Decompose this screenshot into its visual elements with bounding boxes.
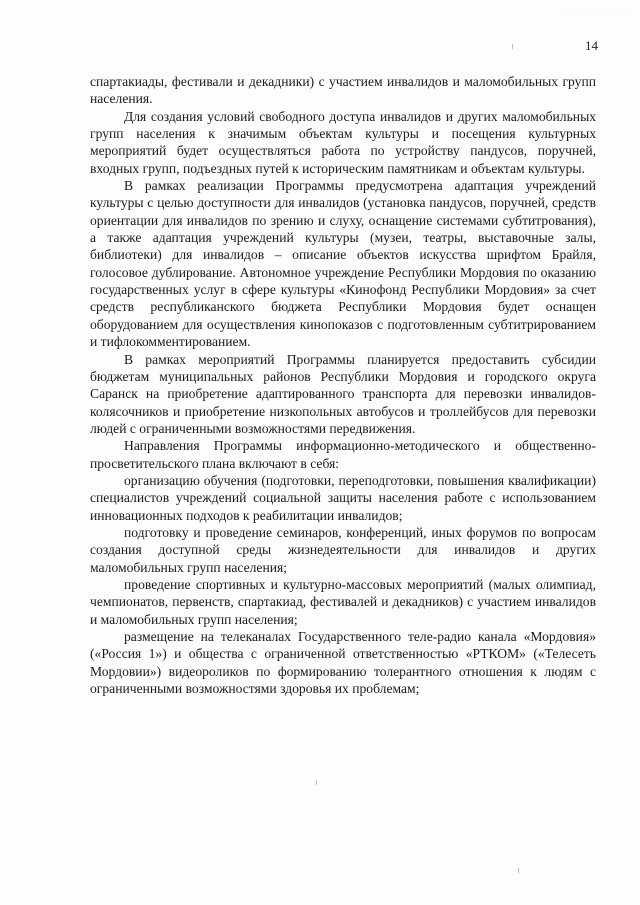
scan-speck — [512, 44, 513, 49]
paragraph-transport-subsidies: В рамках мероприятий Программы планируется предоставить субсидии бюджетам муниципальных районов Республики Мордовия и городского округа Саранск на приобретение адаптированного транспорта для перевозки инвалидов-колясочников и приобретение низкопольных автобусов и троллейбусов для перевозки людей с ограниченными возможностями передвижения. — [90, 351, 596, 436]
page-number: 14 — [585, 38, 598, 53]
scan-speck — [518, 868, 519, 873]
body-text — [90, 73, 596, 697]
paragraph-continuation: спартакиады, фестивали и декадники) с участием инвалидов и маломобильных групп населения. — [90, 74, 596, 107]
paragraph-access-culture: Для создания условий свободного доступа инвалидов и других маломобильных групп населения к значимым объектам культуры и посещения культурных мероприятий будет осуществляться работа по устройству пандусов, поручней, входных групп, подъездных путей к историческим памятникам и объектам культуры. — [90, 108, 596, 176]
list-item-tv-videos: размещение на телеканалах Государственного теле-радио канала «Мордовия» («Россия 1») и общества с ограниченной ответственностью «РТКОМ» («Телесеть Мордовии») видеороликов по формированию толерантного отношения к людям с ограниченными возможностями здоровья их проблемам; — [90, 629, 596, 697]
paragraph-program-directions: Направления Программы информационно-методического и общественно-просветительского плана включают в себя: — [90, 438, 596, 471]
list-item-sports-events: проведение спортивных и культурно-массовых мероприятий (малых олимпиад, чемпионатов, первенств, спартакиад, фестивалей и декадников) с участием инвалидов и маломобильных групп населения; — [90, 576, 596, 627]
corner-scan-mark: · · · · · · · · · — [561, 6, 630, 12]
list-item-seminars: подготовку и проведение семинаров, конференций, иных форумов по вопросам создания доступной среды жизнедеятельности для инвалидов и других маломобильных групп населения; — [90, 524, 596, 575]
list-item-training: организацию обучения (подготовки, переподготовки, повышения квалификации) специалистов учреждений социальной защиты населения работе с использованием инновационных подходов к реабилитации инвалидов; — [90, 472, 596, 523]
paragraph-culture-adaptation: В рамках реализации Программы предусмотрена адаптация учреждений культуры с целью доступности для инвалидов (установка пандусов, поручней, средств ориентации для инвалидов по зрению и слуху, оснащение системами субтитрования), а также адаптация учреждений культуры (музеи, театры, выставочные залы, библиотеки) для инвалидов – описание объектов искусства шрифтом Брайля, голосовое дублирование. Автономное учреждение Республики Мордовия по оказанию государственных услуг в сфере культуры «Кинофонд Республики Мордовия» за счет средств республиканского бюджета Республики Мордовия будет оснащен оборудованием для осуществления кинопоказов с подготовленным субтитрированием и тифлокомментированием. — [90, 178, 596, 350]
scan-speck — [316, 780, 317, 785]
